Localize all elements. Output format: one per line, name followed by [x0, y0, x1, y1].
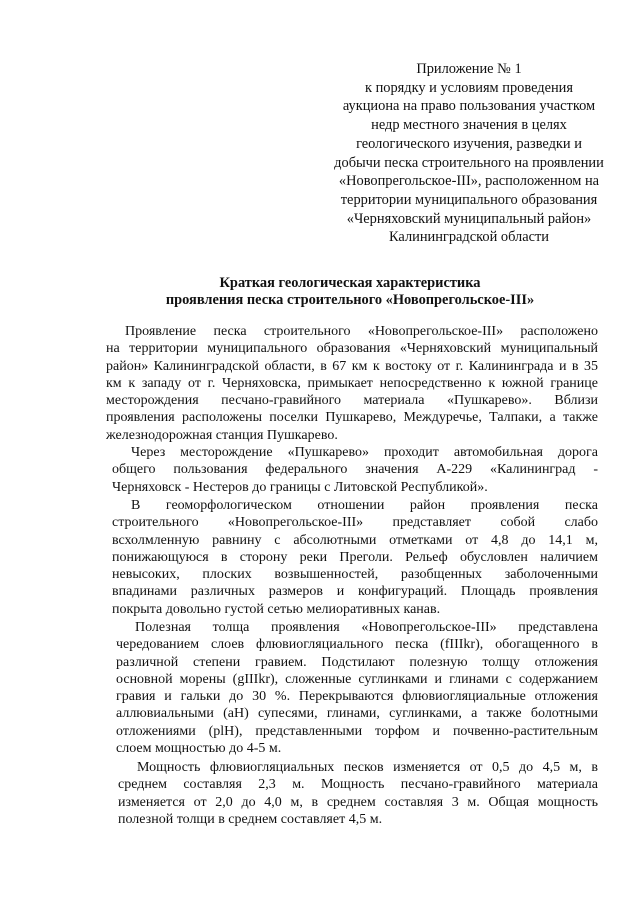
text-line: Проявление песка строительного «Новопрегольское-III» расположено — [125, 324, 598, 339]
text-line: аллювиальными (aH) супесями, глинами, суглинками, а также болотными — [116, 706, 598, 722]
annex-line: «Новопрегольское-III», расположенном на — [338, 173, 600, 190]
annex-line: «Черняховский муниципальный район» — [346, 210, 592, 227]
text-line: впадинами различных размеров и конфигураций. Площадь проявления — [112, 584, 598, 600]
title-line: проявления песка строительного «Новопрегольское-III» — [165, 292, 535, 308]
annex-line: Калининградской области — [389, 229, 549, 246]
text-line: полезной толщи в среднем составляет 4,5 м. — [118, 811, 383, 827]
paragraph-location — [106, 323, 598, 444]
text-line: Мощность флювиогляциальных песков изменяется от 0,5 до 4,5 м, в — [137, 760, 598, 775]
paragraph-stratum — [116, 619, 598, 757]
annex-title: Приложение № 1 — [416, 61, 522, 77]
text-line: Черняховск - Нестеров до границы с Литовской Республикой». — [112, 479, 488, 495]
text-line: железнодорожная станция Пушкарево. — [106, 427, 338, 443]
annex-line: аукциона на право пользования участком — [342, 98, 596, 115]
title-line: Краткая геологическая характеристика — [219, 275, 481, 291]
text-line: общего пользования федерального значения А-229 «Калининград - — [112, 462, 598, 478]
text-line: на территории муниципального образования «Черняховский муниципальный — [106, 341, 598, 357]
text-line: км к западу от г. Черняховска, примыкает непосредственно к южной границе — [106, 375, 598, 391]
text-line: гравия и гальки до 30 %. Перекрываются флювиогляциальные отложения — [116, 689, 598, 705]
annex-line: к порядку и условиям проведения — [364, 79, 573, 96]
text-line: проявления расположены поселки Пушкарево, Междуречье, Талпаки, а также — [106, 410, 598, 426]
annex-line: недр местного значения в целях — [371, 117, 567, 134]
paragraph-thickness — [118, 759, 598, 828]
text-line: район» Калининградской области, в 67 км к востоку от г. Калининграда и в 35 — [106, 358, 598, 374]
document-title — [60, 275, 640, 309]
text-line: различной степени гравием. Подстилают полезную толщу отложения — [116, 654, 598, 670]
annex-line: геологического изучения, разведки и — [356, 135, 582, 152]
annex-header — [318, 60, 620, 247]
text-line: понижающуюся в сторону реки Преголи. Рельеф обусловлен наличием — [112, 549, 598, 565]
text-line: строительного «Новопрегольское-III» представляет собой слабо — [112, 515, 598, 531]
text-line: Полезная толща проявления «Новопрегольское-III» представлена — [135, 620, 598, 635]
text-line: изменяется от 2,0 до 4,0 м, в среднем составляя 3 м. Общая мощность — [118, 794, 598, 810]
text-line: невысоких, плоских возвышенностей, разобщенных заболоченными — [112, 567, 598, 583]
text-line: Через месторождение «Пушкарево» проходит автомобильная дорога — [131, 445, 598, 460]
text-line: месторождения песчано-гравийного материала «Пушкарево». Вблизи — [106, 393, 598, 409]
paragraph-geomorphology — [112, 497, 598, 618]
text-line: основной морены (gIIIkr), сложенные суглинками и глинами с содержанием — [116, 671, 598, 687]
text-line: отложениями (plH), представленными торфом и почвенно-растительным — [116, 723, 598, 739]
text-line: среднем составляя 2,3 м. Мощность песчано-гравийного материала — [118, 777, 598, 793]
annex-line: территории муниципального образования — [340, 191, 598, 208]
text-line: чередованием слоев флювиогляциального песка (fIIIkr), обогащенного в — [116, 637, 598, 653]
text-line: слоем мощностью до 4-5 м. — [116, 741, 282, 757]
text-line: В геоморфологическом отношении район проявления песка — [131, 498, 598, 513]
text-line: всхолмленную равнину с абсолютными отметками от 4,8 до 14,1 м, — [112, 532, 598, 548]
annex-line: добычи песка строительного на проявлении — [334, 154, 604, 171]
paragraph-road — [112, 444, 598, 496]
text-line: покрыта довольно густой сетью мелиоративных канав. — [112, 601, 441, 617]
